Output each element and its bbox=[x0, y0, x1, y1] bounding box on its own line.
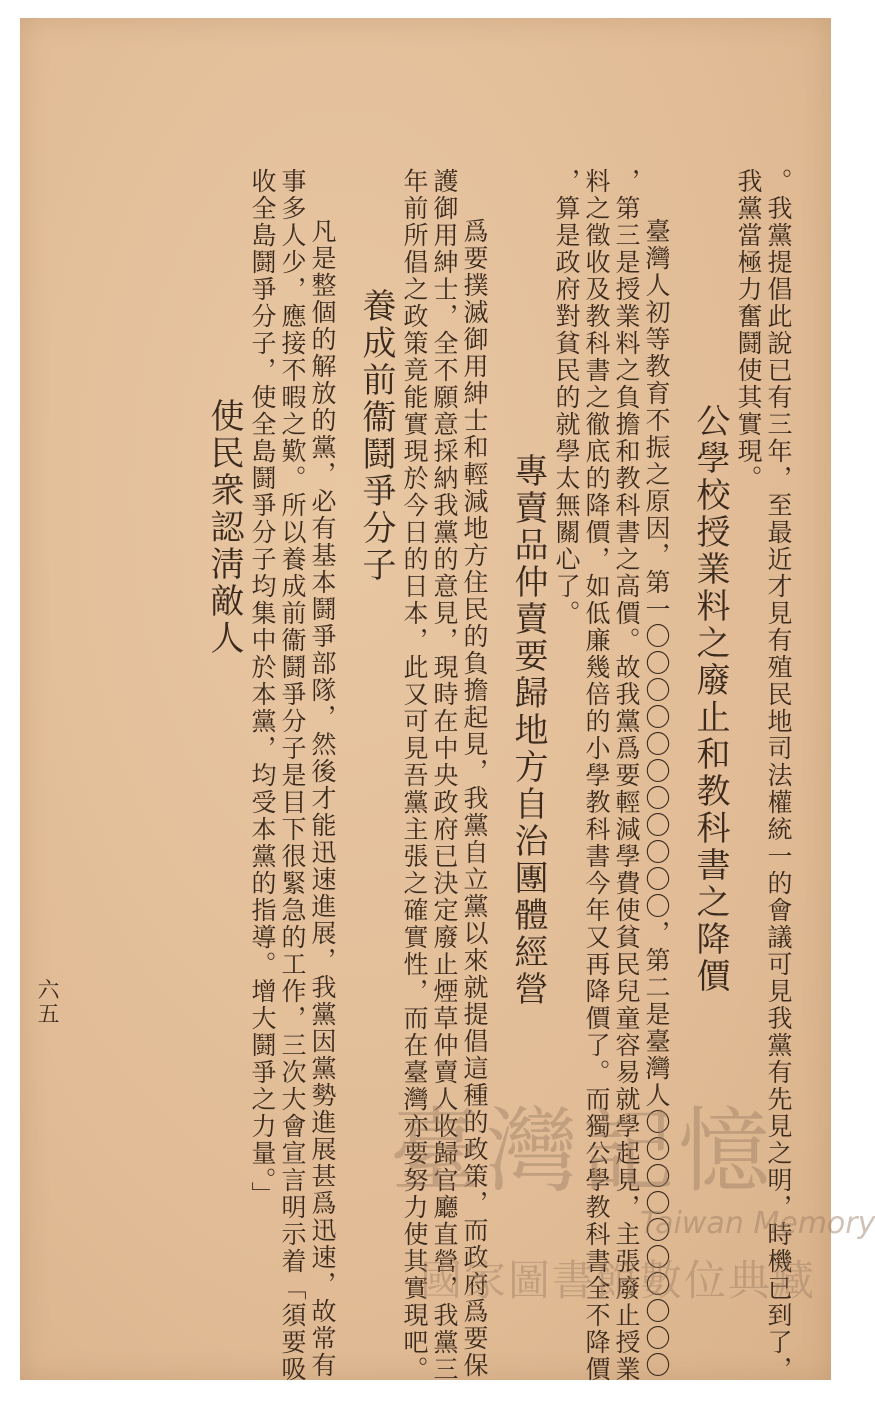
watermark-line: 國家圖書館數位典藏 bbox=[420, 1256, 817, 1305]
watermark-logo: 臺灣記憶 bbox=[390, 1098, 775, 1205]
section-heading: 專賣品仲賣要歸地方自治團體經營 bbox=[508, 453, 548, 1008]
watermark-subtitle: Taiwan Memory bbox=[640, 1206, 875, 1241]
text-column: ，第三是授業料之負擔和教科書之高價。故我黨爲要輕減學費使貧民兒童容易就學起見，主張廢止授業 bbox=[612, 168, 641, 1383]
text-column: 凡是整個的解放的黨，必有基本鬪爭部隊，然後才能迅速進展，我黨因黨勢進展甚爲迅速，故常有 bbox=[308, 218, 337, 1379]
text-column: 料之徵收及教科書之徹底的降價，如低廉幾倍的小學教科書今年又再降價了。而獨公學教科書全不降價 bbox=[582, 168, 611, 1383]
book-page bbox=[20, 18, 875, 1383]
section-heading: 使民衆認淸敵人 bbox=[204, 398, 244, 657]
vertical-text-area bbox=[185, 168, 793, 1383]
text-column: 。我黨提倡此說已有三年，至最近才見有殖民地司法權統一的會議可見我黨有先見之明，時機已到了， bbox=[764, 168, 793, 1383]
text-column: ，算是政府對貧民的就學太無關心了。 bbox=[552, 168, 581, 627]
page-number: 六五 bbox=[34, 978, 59, 1026]
text-column: 年前所倡之政策竟能實現於今日的日本，此又可見吾黨主張之確實性，而在臺灣亦要努力使其實現吧。 bbox=[400, 168, 429, 1383]
text-column: 臺灣人初等教育不振之原因，第一〇〇〇〇〇〇〇〇〇〇〇，第二是臺灣人〇〇〇〇〇〇〇〇〇〇 bbox=[642, 218, 671, 1379]
section-heading: 養成前衞鬪爭分子 bbox=[356, 288, 396, 584]
section-heading: 公學校授業料之廢止和教科書之降價 bbox=[690, 403, 730, 995]
text-column: 我黨當極力奮鬪使其實現。 bbox=[734, 168, 763, 492]
text-column: 事多人少，應接不暇之歎。所以養成前衞鬪爭分子是目下很緊急的工作，三次大會宣言明示着「須要吸 bbox=[278, 168, 307, 1383]
text-column: 護御用紳士，全不願意採納我黨的意見，現時在中央政府已決定廢止煙草仲賣人收歸官廳直營，我黨三 bbox=[430, 168, 459, 1383]
text-column: 爲要撲滅御用紳士和輕減地方住民的負擔起見，我黨自立黨以來就提倡這種的政策，而政府爲要保 bbox=[460, 218, 489, 1379]
text-column: 收全島鬪爭分子，使全島鬪爭分子均集中於本黨，均受本黨的指導。增大鬪爭之力量。」 bbox=[248, 168, 277, 1209]
